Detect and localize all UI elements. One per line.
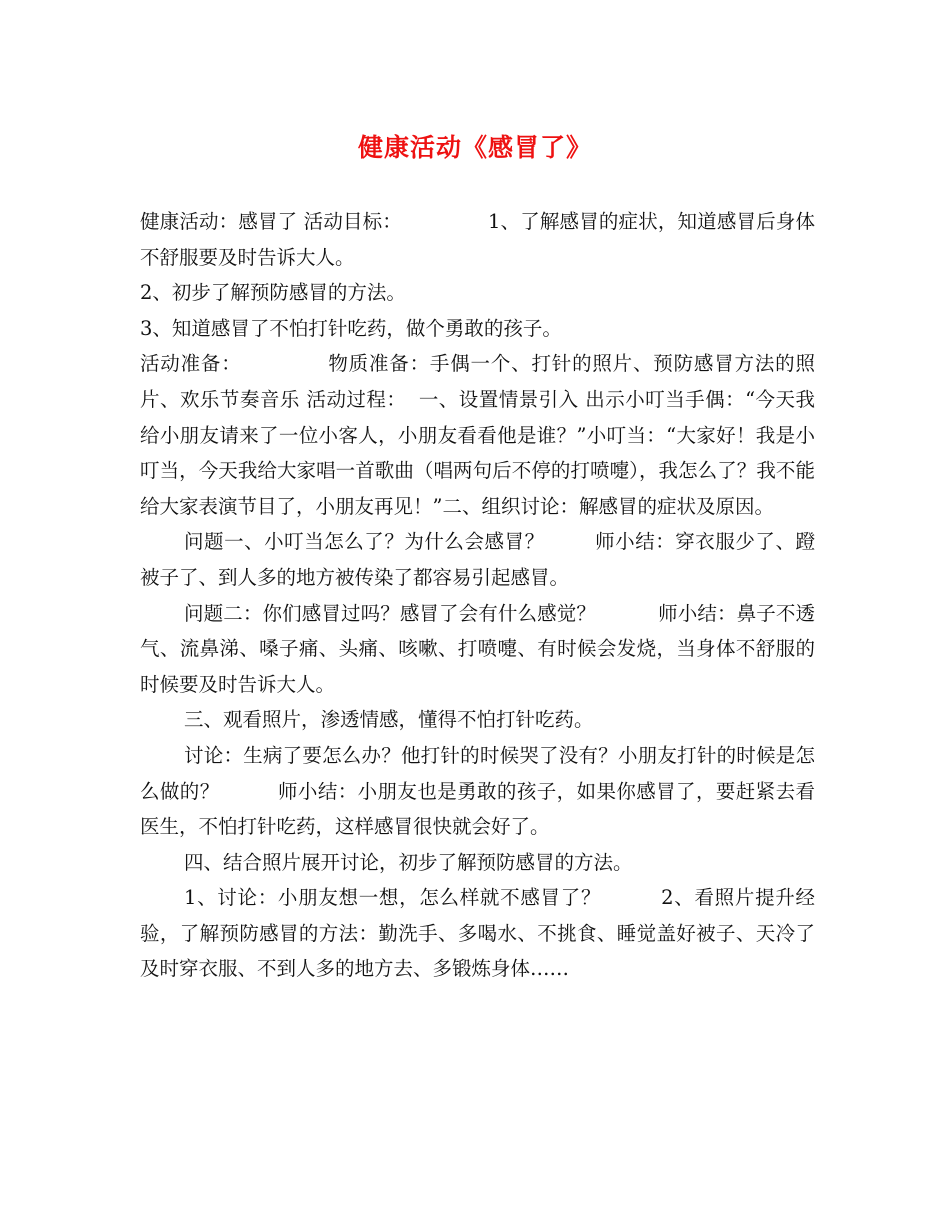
- paragraph-preparation: [140, 346, 815, 524]
- paragraph-question-1: [140, 524, 815, 595]
- activity-process: 一、设置情景引入 出示小叮当手偶：“今天我给小朋友请来了一位小客人，小朋友看看他是谁？”小叮当：“大家好！我是小叮当，今天我给大家唱一首歌曲（唱两句后不停的打喷嚏），我怎么了？我不能给大家表演节目了，小朋友再见！”二、组织讨论：解感冒的症状及原因。: [140, 387, 816, 518]
- question-1: 问题一、小叮当怎么了？为什么会感冒？: [184, 530, 545, 554]
- section-4-heading: 四、结合照片展开讨论，初步了解预防感冒的方法。: [184, 850, 633, 874]
- paragraph-section-4: [140, 845, 815, 881]
- goal-2: 2、初步了解预防感冒的方法。: [140, 281, 406, 305]
- paragraph-goal-2: [140, 275, 815, 311]
- section-3-heading: 三、观看照片，渗透情感，懂得不怕打针吃药。: [184, 708, 594, 732]
- material-preparation: 物质准备：手偶一个、打针的照片、预防感冒方法的照片、欢乐节奏音乐 活动过程：: [140, 352, 815, 411]
- prevention-discussion: 1、讨论：小朋友想一想，怎么样就不感冒了？: [184, 886, 602, 910]
- goal-3: 3、知道感冒了不怕打针吃药，做个勇敢的孩子。: [140, 316, 562, 340]
- goals-heading: 健康活动：感冒了 活动目标：: [140, 210, 402, 233]
- paragraph-prevention: [140, 880, 815, 987]
- goal-1: 1、了解感冒的症状，知道感冒后身体不舒服要及时告诉大人。: [140, 210, 815, 269]
- document-body: [140, 204, 815, 987]
- summary-2: 师小结：鼻子不透气、流鼻涕、嗓子痛、头痛、咳嗽、打喷嚏、有时候会发烧，当身体不舒服的时候要及时告诉大人。: [140, 601, 815, 696]
- summary-1: 师小结：穿衣服少了、蹬被子了、到人多的地方被传染了都容易引起感冒。: [140, 530, 815, 589]
- paragraph-question-2: [140, 596, 815, 703]
- document-title: 健康活动《感冒了》: [357, 133, 592, 162]
- discussion: 讨论：生病了要怎么办？他打针的时候哭了没有？小朋友打针的时候是怎么做的？: [140, 743, 815, 803]
- paragraph-discussion: [140, 738, 815, 845]
- summary-3: 师小结：小朋友也是勇敢的孩子，如果你感冒了，要赶紧去看医生，不怕打针吃药，这样感冒很快就会好了。: [140, 779, 815, 839]
- prevention-methods: 2、看照片提升经验，了解预防感冒的方法：勤洗手、多喝水、不挑食、睡觉盖好被子、天冷了及时穿衣服、不到人多的地方去、多锻炼身体……: [140, 886, 815, 981]
- paragraph-goals: [140, 204, 815, 275]
- paragraph-section-3: [140, 702, 815, 738]
- paragraph-goal-3: [140, 311, 815, 347]
- question-2: 问题二：你们感冒过吗？感冒了会有什么感觉？: [184, 601, 597, 625]
- preparation-heading: 活动准备：: [140, 352, 242, 376]
